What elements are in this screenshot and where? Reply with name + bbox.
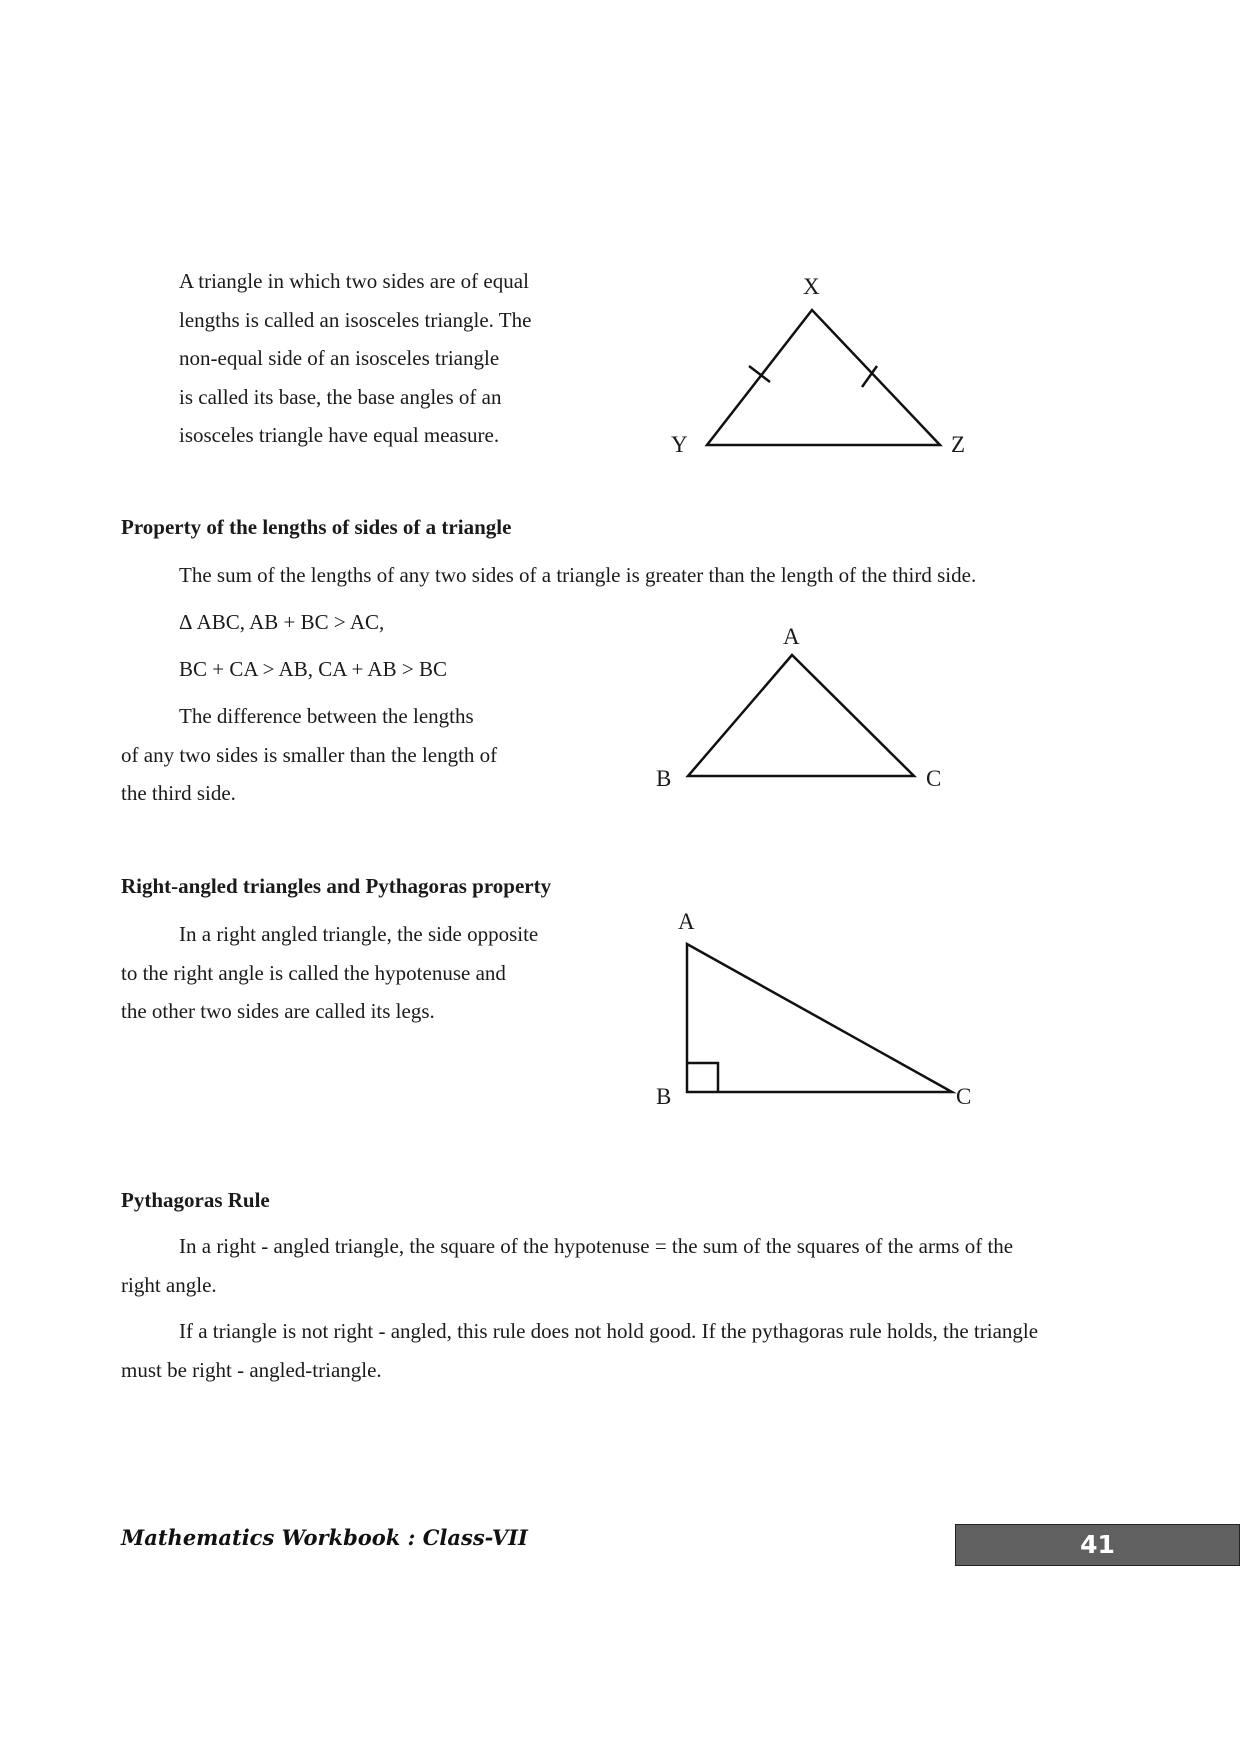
text-line: of any two sides is smaller than the length of: [121, 742, 498, 767]
text-line: The difference between the lengths: [179, 704, 474, 728]
text-line: must be right - angled-triangle.: [121, 1357, 382, 1382]
text-line: non-equal side of an isosceles triangle: [179, 346, 500, 370]
text-line: right angle.: [121, 1272, 217, 1297]
vertex-label-b: B: [656, 766, 672, 791]
text-line: is called its base, the base angles of an: [179, 384, 502, 409]
pythagoras-rule-paragraph-1: [121, 1227, 1121, 1304]
vertex-label-c: C: [956, 1084, 972, 1109]
right-triangle-abc: [687, 944, 952, 1092]
vertex-label-c: C: [926, 766, 942, 791]
vertex-label-a: A: [783, 624, 800, 649]
text-line: the third side.: [121, 781, 236, 805]
text-line: to the right angle is called the hypotenuse and: [121, 960, 506, 985]
page-number: 41: [1080, 1530, 1115, 1559]
text-line: In a right angled triangle, the side opposite: [179, 922, 539, 946]
vertex-label-y: Y: [671, 432, 688, 457]
vertex-label-a: A: [678, 909, 695, 934]
section-heading-right-angled: Right-angled triangles and Pythagoras property: [121, 874, 552, 898]
text-line: In a right - angled triangle, the square of the hypotenuse = the sum of the squares of the arms of the: [179, 1234, 1014, 1258]
text-line: lengths is called an isosceles triangle. The: [179, 307, 532, 332]
vertex-label-x: X: [803, 274, 820, 299]
section-heading-property: Property of the lengths of sides of a triangle: [121, 515, 512, 539]
text-line: isosceles triangle have equal measure.: [179, 423, 500, 447]
inequality-line-2: BC + CA > AB, CA + AB > BC: [179, 657, 447, 681]
vertex-label-b: B: [656, 1084, 672, 1109]
vertex-label-z: Z: [951, 432, 966, 457]
section-heading-pythagoras-rule: Pythagoras Rule: [121, 1188, 270, 1212]
text-line: If a triangle is not right - angled, this rule does not hold good. If the pythagoras rule holds, the triangle: [179, 1319, 1039, 1343]
text-line: the other two sides are called its legs.: [121, 999, 435, 1023]
text-line: A triangle in which two sides are of equal: [179, 269, 529, 293]
footer-book-title: Mathematics Workbook : Class-VII: [121, 1525, 528, 1550]
inequality-line-1: Δ ABC, AB + BC > AC,: [179, 610, 385, 634]
right-angle-marker: [687, 1063, 718, 1092]
sum-statement: The sum of the lengths of any two sides of a triangle is greater than the length of the third side.: [179, 563, 977, 587]
pythagoras-rule-paragraph-2: [121, 1312, 1121, 1389]
page-number-box: [955, 1524, 1240, 1566]
